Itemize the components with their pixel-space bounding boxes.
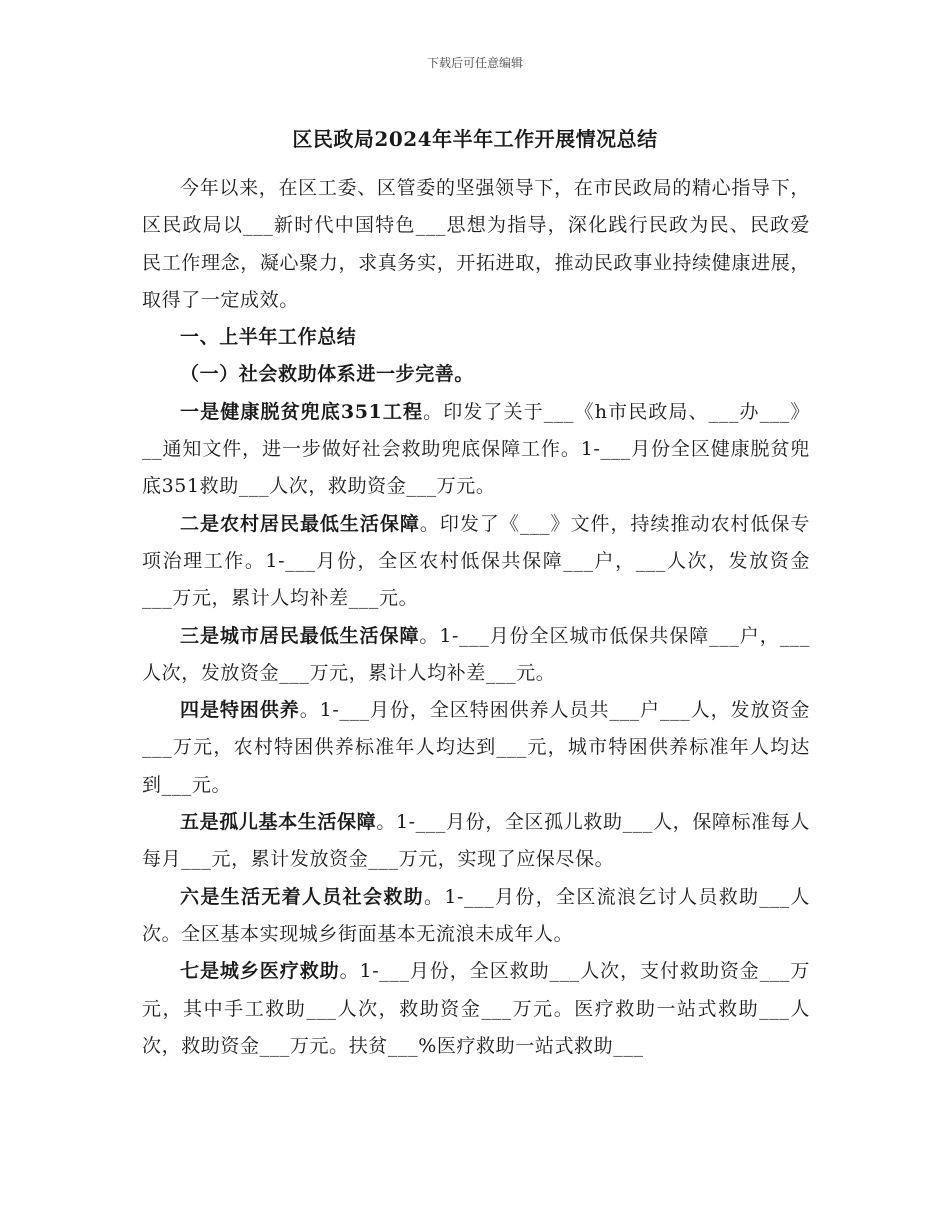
document-body — [142, 170, 810, 1065]
item-paragraph-2 — [142, 506, 810, 618]
item-lead: 六是生活无着人员社会救助 — [180, 885, 424, 908]
item-lead: 二是农村居民最低生活保障 — [180, 512, 420, 535]
item-text: 。1-___月份，全区救助___人次，支付救助资金___万元，其中手工救助___人次，救助资金___万元。医疗救助一站式救助___人次，救助资金___万元。扶贫___%医疗救助一站式救助___ — [142, 960, 810, 1057]
item-text: 。印发了《___》文件，持续推动农村低保专项治理工作。1-___月份，全区农村低保共保障___户，___人次，发放资金___万元，累计人均补差___元。 — [142, 512, 811, 610]
item-paragraph-5 — [142, 804, 810, 879]
item-paragraph-7 — [142, 953, 810, 1065]
subsection-heading: （一）社会救助体系进一步完善。 — [180, 363, 475, 386]
item-lead: 三是城市居民最低生活保障 — [180, 624, 420, 647]
intro-paragraph: 今年以来，在区工委、区管委的坚强领导下，在市民政局的精心指导下，区民政局以___新时代中国特色___思想为指导，深化践行民政为民、民政爱民工作理念，凝心聚力，求真务实，开拓进取，推动民政事业持续健康进展，取得了一定成效。 — [142, 177, 810, 311]
item-text: 。1-___月份，全区流浪乞讨人员救助___人次。全区基本实现城乡街面基本无流浪未成年人。 — [142, 885, 810, 945]
item-lead: 七是城乡医疗救助 — [180, 960, 340, 983]
section-heading: 一、上半年工作总结 — [180, 326, 357, 349]
item-text: 。1-___月份，全区孤儿救助___人，保障标准每人每月___元，累计发放资金___万元，实现了应保尽保。 — [142, 811, 810, 871]
header-note: 下载后可任意编辑 — [426, 56, 523, 70]
item-paragraph-6 — [142, 879, 810, 954]
item-text: 。1-___月份，全区特困供养人员共___户___人，发放资金___万元，农村特困供养标准年人均达到___元，城市特困供养标准年人均达到___元。 — [142, 699, 810, 796]
item-lead: 五是孤儿基本生活保障 — [180, 811, 377, 834]
item-paragraph-4 — [142, 692, 810, 804]
item-paragraph-3 — [142, 618, 810, 693]
item-lead: 四是特困供养 — [180, 699, 300, 722]
item-lead: 一是健康脱贫兜底351工程 — [180, 400, 424, 423]
document-title: 区民政局2024年半年工作开展情况总结 — [292, 127, 658, 151]
item-text: 。印发了关于___《h市民政局、___办___》__通知文件，进一步做好社会救助兜底保障工作。1-___月份全区健康脱贫兜底351救助___人次，救助资金___万元。 — [142, 400, 810, 498]
item-paragraph-1 — [142, 394, 810, 506]
item-text: 。1-___月份全区城市低保共保障___户，___人次，发放资金___万元，累计人均补差___元。 — [142, 624, 811, 684]
